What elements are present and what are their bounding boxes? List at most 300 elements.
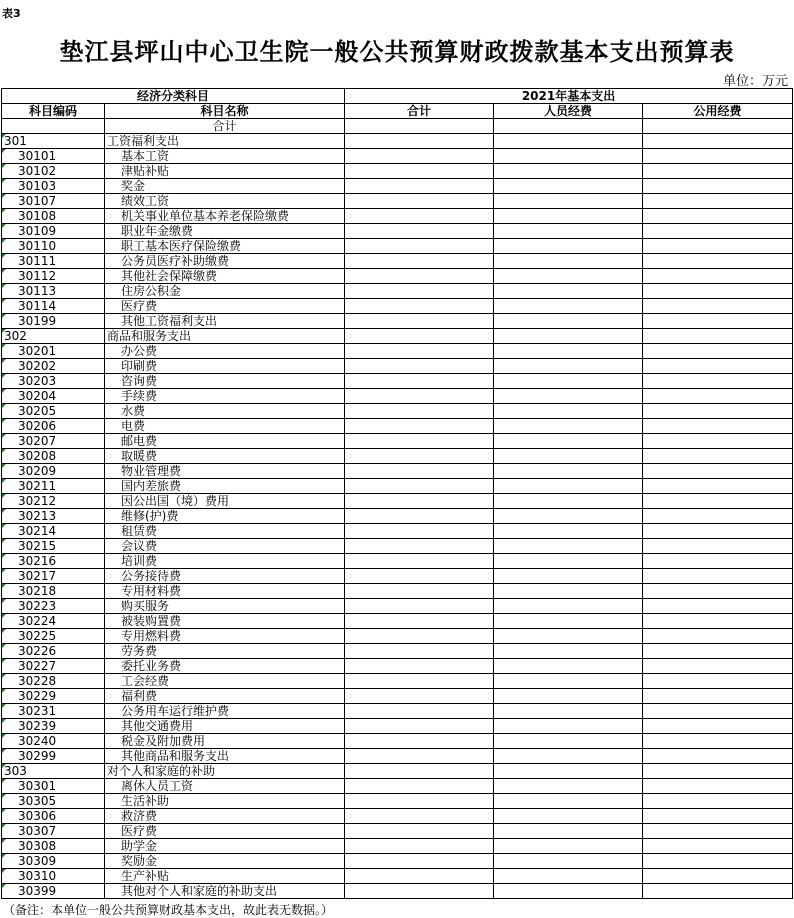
row-personnel bbox=[494, 749, 643, 764]
row-public bbox=[643, 374, 793, 389]
row-name: 邮电费 bbox=[105, 434, 345, 449]
row-total bbox=[345, 749, 494, 764]
table-row bbox=[2, 824, 793, 839]
row-total bbox=[345, 869, 494, 884]
row-public bbox=[643, 494, 793, 509]
row-total bbox=[345, 149, 494, 164]
table-row bbox=[2, 314, 793, 329]
footnote: （备注：本单位一般公共预算财政基本支出，故此表无数据。） bbox=[3, 903, 334, 917]
row-public bbox=[643, 329, 793, 344]
row-name: 物业管理费 bbox=[105, 464, 345, 479]
row-total bbox=[345, 584, 494, 599]
total-row-label: 合计 bbox=[105, 119, 345, 134]
row-code: 30231 bbox=[2, 704, 105, 719]
row-personnel bbox=[494, 164, 643, 179]
table-row bbox=[2, 434, 793, 449]
row-personnel bbox=[494, 884, 643, 899]
row-name: 工资福利支出 bbox=[105, 134, 345, 149]
row-name: 劳务费 bbox=[105, 644, 345, 659]
table-row bbox=[2, 809, 793, 824]
row-public bbox=[643, 689, 793, 704]
row-total bbox=[345, 719, 494, 734]
row-code: 30215 bbox=[2, 539, 105, 554]
row-code: 30240 bbox=[2, 734, 105, 749]
row-name: 国内差旅费 bbox=[105, 479, 345, 494]
row-total bbox=[345, 569, 494, 584]
row-total bbox=[345, 614, 494, 629]
row-code: 30204 bbox=[2, 389, 105, 404]
row-public bbox=[643, 824, 793, 839]
row-total bbox=[345, 389, 494, 404]
header-row-group bbox=[2, 89, 793, 104]
row-public bbox=[643, 794, 793, 809]
row-code: 30114 bbox=[2, 299, 105, 314]
row-total bbox=[345, 854, 494, 869]
row-name: 咨询费 bbox=[105, 374, 345, 389]
row-name: 其他商品和服务支出 bbox=[105, 749, 345, 764]
row-code: 30102 bbox=[2, 164, 105, 179]
header-name: 科目名称 bbox=[105, 104, 345, 119]
row-personnel bbox=[494, 794, 643, 809]
row-name: 办公费 bbox=[105, 344, 345, 359]
row-personnel bbox=[494, 359, 643, 374]
table-row bbox=[2, 374, 793, 389]
row-total bbox=[345, 224, 494, 239]
row-personnel bbox=[494, 419, 643, 434]
table-row bbox=[2, 494, 793, 509]
table-row bbox=[2, 539, 793, 554]
table-row bbox=[2, 209, 793, 224]
row-personnel bbox=[494, 704, 643, 719]
row-code: 30209 bbox=[2, 464, 105, 479]
row-name: 住房公积金 bbox=[105, 284, 345, 299]
table-row bbox=[2, 194, 793, 209]
row-public bbox=[643, 404, 793, 419]
row-code: 30308 bbox=[2, 839, 105, 854]
table-row bbox=[2, 299, 793, 314]
row-personnel bbox=[494, 494, 643, 509]
row-code: 30103 bbox=[2, 179, 105, 194]
row-total bbox=[345, 434, 494, 449]
row-personnel bbox=[494, 764, 643, 779]
row-public bbox=[643, 704, 793, 719]
row-total bbox=[345, 644, 494, 659]
total-row-code bbox=[2, 119, 105, 134]
table-row bbox=[2, 359, 793, 374]
table-row bbox=[2, 404, 793, 419]
row-personnel bbox=[494, 389, 643, 404]
row-name: 绩效工资 bbox=[105, 194, 345, 209]
row-public bbox=[643, 749, 793, 764]
row-total bbox=[345, 359, 494, 374]
row-personnel bbox=[494, 134, 643, 149]
row-personnel bbox=[494, 344, 643, 359]
row-personnel bbox=[494, 824, 643, 839]
table-row bbox=[2, 464, 793, 479]
table-row bbox=[2, 884, 793, 899]
row-public bbox=[643, 509, 793, 524]
row-name: 生产补贴 bbox=[105, 869, 345, 884]
row-code: 30205 bbox=[2, 404, 105, 419]
row-personnel bbox=[494, 629, 643, 644]
table-row bbox=[2, 149, 793, 164]
row-name: 专用燃料费 bbox=[105, 629, 345, 644]
row-code: 30399 bbox=[2, 884, 105, 899]
row-total bbox=[345, 299, 494, 314]
table-row bbox=[2, 584, 793, 599]
table-row bbox=[2, 554, 793, 569]
table-row bbox=[2, 869, 793, 884]
row-name: 津贴补贴 bbox=[105, 164, 345, 179]
row-public bbox=[643, 734, 793, 749]
row-public bbox=[643, 359, 793, 374]
row-total bbox=[345, 779, 494, 794]
row-code: 30101 bbox=[2, 149, 105, 164]
row-public bbox=[643, 224, 793, 239]
row-public bbox=[643, 449, 793, 464]
row-personnel bbox=[494, 179, 643, 194]
table-row bbox=[2, 854, 793, 869]
table-row bbox=[2, 629, 793, 644]
header-econ-group: 经济分类科目 bbox=[2, 89, 345, 104]
row-total bbox=[345, 134, 494, 149]
header-public: 公用经费 bbox=[643, 104, 793, 119]
row-name: 会议费 bbox=[105, 539, 345, 554]
row-name: 助学金 bbox=[105, 839, 345, 854]
row-public bbox=[643, 344, 793, 359]
row-code: 30216 bbox=[2, 554, 105, 569]
header-total: 合计 bbox=[345, 104, 494, 119]
row-total bbox=[345, 689, 494, 704]
row-code: 30301 bbox=[2, 779, 105, 794]
row-total bbox=[345, 284, 494, 299]
row-public bbox=[643, 644, 793, 659]
row-total bbox=[345, 329, 494, 344]
row-public bbox=[643, 524, 793, 539]
row-code: 30208 bbox=[2, 449, 105, 464]
header-row-columns bbox=[2, 104, 793, 119]
row-total bbox=[345, 479, 494, 494]
row-total bbox=[345, 449, 494, 464]
total-row-personnel bbox=[494, 119, 643, 134]
row-code: 30206 bbox=[2, 419, 105, 434]
row-code: 30305 bbox=[2, 794, 105, 809]
row-personnel bbox=[494, 599, 643, 614]
row-public bbox=[643, 239, 793, 254]
row-name: 取暖费 bbox=[105, 449, 345, 464]
row-personnel bbox=[494, 254, 643, 269]
row-total bbox=[345, 764, 494, 779]
row-code: 30108 bbox=[2, 209, 105, 224]
row-total bbox=[345, 239, 494, 254]
row-public bbox=[643, 419, 793, 434]
row-personnel bbox=[494, 539, 643, 554]
row-personnel bbox=[494, 224, 643, 239]
row-personnel bbox=[494, 869, 643, 884]
row-total bbox=[345, 494, 494, 509]
row-name: 印刷费 bbox=[105, 359, 345, 374]
row-name: 公务员医疗补助缴费 bbox=[105, 254, 345, 269]
row-personnel bbox=[494, 524, 643, 539]
row-total bbox=[345, 464, 494, 479]
table-row bbox=[2, 509, 793, 524]
row-name: 福利费 bbox=[105, 689, 345, 704]
budget-table bbox=[1, 88, 793, 899]
row-personnel bbox=[494, 854, 643, 869]
table-row bbox=[2, 524, 793, 539]
row-code: 30107 bbox=[2, 194, 105, 209]
row-code: 30214 bbox=[2, 524, 105, 539]
row-personnel bbox=[494, 584, 643, 599]
row-total bbox=[345, 209, 494, 224]
row-name: 公务用车运行维护费 bbox=[105, 704, 345, 719]
row-name: 其他社会保障缴费 bbox=[105, 269, 345, 284]
row-total bbox=[345, 824, 494, 839]
row-code: 30111 bbox=[2, 254, 105, 269]
row-public bbox=[643, 839, 793, 854]
table-row bbox=[2, 644, 793, 659]
table-row bbox=[2, 719, 793, 734]
row-name: 其他交通费用 bbox=[105, 719, 345, 734]
row-personnel bbox=[494, 719, 643, 734]
table-row bbox=[2, 254, 793, 269]
row-total bbox=[345, 404, 494, 419]
row-personnel bbox=[494, 734, 643, 749]
table-row bbox=[2, 389, 793, 404]
table-row bbox=[2, 614, 793, 629]
row-name: 救济费 bbox=[105, 809, 345, 824]
row-public bbox=[643, 599, 793, 614]
row-name: 商品和服务支出 bbox=[105, 329, 345, 344]
table-row bbox=[2, 179, 793, 194]
row-name: 购买服务 bbox=[105, 599, 345, 614]
row-public bbox=[643, 209, 793, 224]
row-code: 30201 bbox=[2, 344, 105, 359]
row-personnel bbox=[494, 374, 643, 389]
row-total bbox=[345, 344, 494, 359]
row-personnel bbox=[494, 194, 643, 209]
row-public bbox=[643, 134, 793, 149]
row-public bbox=[643, 179, 793, 194]
table-row bbox=[2, 479, 793, 494]
row-personnel bbox=[494, 449, 643, 464]
row-public bbox=[643, 854, 793, 869]
row-code: 302 bbox=[2, 329, 105, 344]
row-code: 30217 bbox=[2, 569, 105, 584]
row-name: 委托业务费 bbox=[105, 659, 345, 674]
row-personnel bbox=[494, 689, 643, 704]
row-code: 30202 bbox=[2, 359, 105, 374]
row-total bbox=[345, 419, 494, 434]
table-row bbox=[2, 419, 793, 434]
row-public bbox=[643, 434, 793, 449]
row-total bbox=[345, 524, 494, 539]
row-personnel bbox=[494, 614, 643, 629]
row-code: 30228 bbox=[2, 674, 105, 689]
row-public bbox=[643, 149, 793, 164]
row-name: 基本工资 bbox=[105, 149, 345, 164]
row-total bbox=[345, 509, 494, 524]
row-total bbox=[345, 374, 494, 389]
row-code: 30213 bbox=[2, 509, 105, 524]
row-name: 公务接待费 bbox=[105, 569, 345, 584]
row-code: 30310 bbox=[2, 869, 105, 884]
table-row bbox=[2, 794, 793, 809]
table-row bbox=[2, 284, 793, 299]
row-personnel bbox=[494, 554, 643, 569]
row-public bbox=[643, 764, 793, 779]
table-row bbox=[2, 164, 793, 179]
page-title: 垫江县坪山中心卫生院一般公共预算财政拨款基本支出预算表 bbox=[59, 37, 735, 66]
row-public bbox=[643, 869, 793, 884]
row-personnel bbox=[494, 209, 643, 224]
row-public bbox=[643, 284, 793, 299]
row-code: 30229 bbox=[2, 689, 105, 704]
table-row bbox=[2, 239, 793, 254]
row-name: 工会经费 bbox=[105, 674, 345, 689]
row-code: 301 bbox=[2, 134, 105, 149]
table-row bbox=[2, 269, 793, 284]
row-public bbox=[643, 779, 793, 794]
row-code: 30211 bbox=[2, 479, 105, 494]
row-public bbox=[643, 314, 793, 329]
row-name: 税金及附加费用 bbox=[105, 734, 345, 749]
row-personnel bbox=[494, 659, 643, 674]
row-personnel bbox=[494, 779, 643, 794]
table-row bbox=[2, 659, 793, 674]
row-personnel bbox=[494, 569, 643, 584]
row-name: 培训费 bbox=[105, 554, 345, 569]
row-public bbox=[643, 584, 793, 599]
row-total bbox=[345, 179, 494, 194]
row-name: 奖金 bbox=[105, 179, 345, 194]
table-row bbox=[2, 344, 793, 359]
row-total bbox=[345, 839, 494, 854]
row-name: 医疗费 bbox=[105, 299, 345, 314]
row-code: 30110 bbox=[2, 239, 105, 254]
row-personnel bbox=[494, 149, 643, 164]
row-name: 手续费 bbox=[105, 389, 345, 404]
row-public bbox=[643, 194, 793, 209]
row-public bbox=[643, 464, 793, 479]
row-code: 30112 bbox=[2, 269, 105, 284]
row-name: 其他对个人和家庭的补助支出 bbox=[105, 884, 345, 899]
unit-label: 单位：万元 bbox=[722, 74, 788, 89]
row-name: 专用材料费 bbox=[105, 584, 345, 599]
total-row-public bbox=[643, 119, 793, 134]
row-name: 租赁费 bbox=[105, 524, 345, 539]
row-name: 被装购置费 bbox=[105, 614, 345, 629]
row-public bbox=[643, 809, 793, 824]
row-total bbox=[345, 809, 494, 824]
row-name: 因公出国（境）费用 bbox=[105, 494, 345, 509]
row-public bbox=[643, 554, 793, 569]
total-row-total bbox=[345, 119, 494, 134]
row-total bbox=[345, 629, 494, 644]
row-code: 30226 bbox=[2, 644, 105, 659]
row-public bbox=[643, 629, 793, 644]
row-name: 职业年金缴费 bbox=[105, 224, 345, 239]
table-row bbox=[2, 134, 793, 149]
row-personnel bbox=[494, 839, 643, 854]
row-total bbox=[345, 884, 494, 899]
row-code: 30306 bbox=[2, 809, 105, 824]
row-name: 离休人员工资 bbox=[105, 779, 345, 794]
row-public bbox=[643, 659, 793, 674]
row-public bbox=[643, 569, 793, 584]
table-row bbox=[2, 734, 793, 749]
row-code: 30225 bbox=[2, 629, 105, 644]
row-name: 职工基本医疗保险缴费 bbox=[105, 239, 345, 254]
row-public bbox=[643, 269, 793, 284]
row-personnel bbox=[494, 434, 643, 449]
table-row bbox=[2, 749, 793, 764]
row-public bbox=[643, 164, 793, 179]
table-number: 表3 bbox=[2, 7, 21, 20]
table-row bbox=[2, 779, 793, 794]
row-total bbox=[345, 554, 494, 569]
row-name: 生活补助 bbox=[105, 794, 345, 809]
table-row bbox=[2, 689, 793, 704]
row-personnel bbox=[494, 479, 643, 494]
row-code: 30199 bbox=[2, 314, 105, 329]
row-personnel bbox=[494, 809, 643, 824]
table-row bbox=[2, 704, 793, 719]
row-total bbox=[345, 674, 494, 689]
row-total bbox=[345, 269, 494, 284]
row-total bbox=[345, 194, 494, 209]
total-row bbox=[2, 119, 793, 134]
row-total bbox=[345, 734, 494, 749]
table-row bbox=[2, 764, 793, 779]
row-total bbox=[345, 704, 494, 719]
row-total bbox=[345, 539, 494, 554]
row-code: 303 bbox=[2, 764, 105, 779]
row-code: 30299 bbox=[2, 749, 105, 764]
table-row bbox=[2, 449, 793, 464]
row-personnel bbox=[494, 299, 643, 314]
row-personnel bbox=[494, 674, 643, 689]
row-total bbox=[345, 794, 494, 809]
row-public bbox=[643, 614, 793, 629]
table-row bbox=[2, 674, 793, 689]
row-name: 机关事业单位基本养老保险缴费 bbox=[105, 209, 345, 224]
row-total bbox=[345, 164, 494, 179]
row-name: 水费 bbox=[105, 404, 345, 419]
header-personnel: 人员经费 bbox=[494, 104, 643, 119]
row-name: 奖励金 bbox=[105, 854, 345, 869]
table-row bbox=[2, 569, 793, 584]
row-code: 30212 bbox=[2, 494, 105, 509]
row-personnel bbox=[494, 239, 643, 254]
row-code: 30203 bbox=[2, 374, 105, 389]
row-code: 30224 bbox=[2, 614, 105, 629]
row-code: 30223 bbox=[2, 599, 105, 614]
row-public bbox=[643, 254, 793, 269]
row-personnel bbox=[494, 314, 643, 329]
row-code: 30218 bbox=[2, 584, 105, 599]
table-row bbox=[2, 329, 793, 344]
row-total bbox=[345, 599, 494, 614]
row-name: 维修(护)费 bbox=[105, 509, 345, 524]
row-public bbox=[643, 674, 793, 689]
row-personnel bbox=[494, 509, 643, 524]
row-personnel bbox=[494, 644, 643, 659]
row-total bbox=[345, 659, 494, 674]
row-personnel bbox=[494, 269, 643, 284]
row-code: 30309 bbox=[2, 854, 105, 869]
row-code: 30307 bbox=[2, 824, 105, 839]
